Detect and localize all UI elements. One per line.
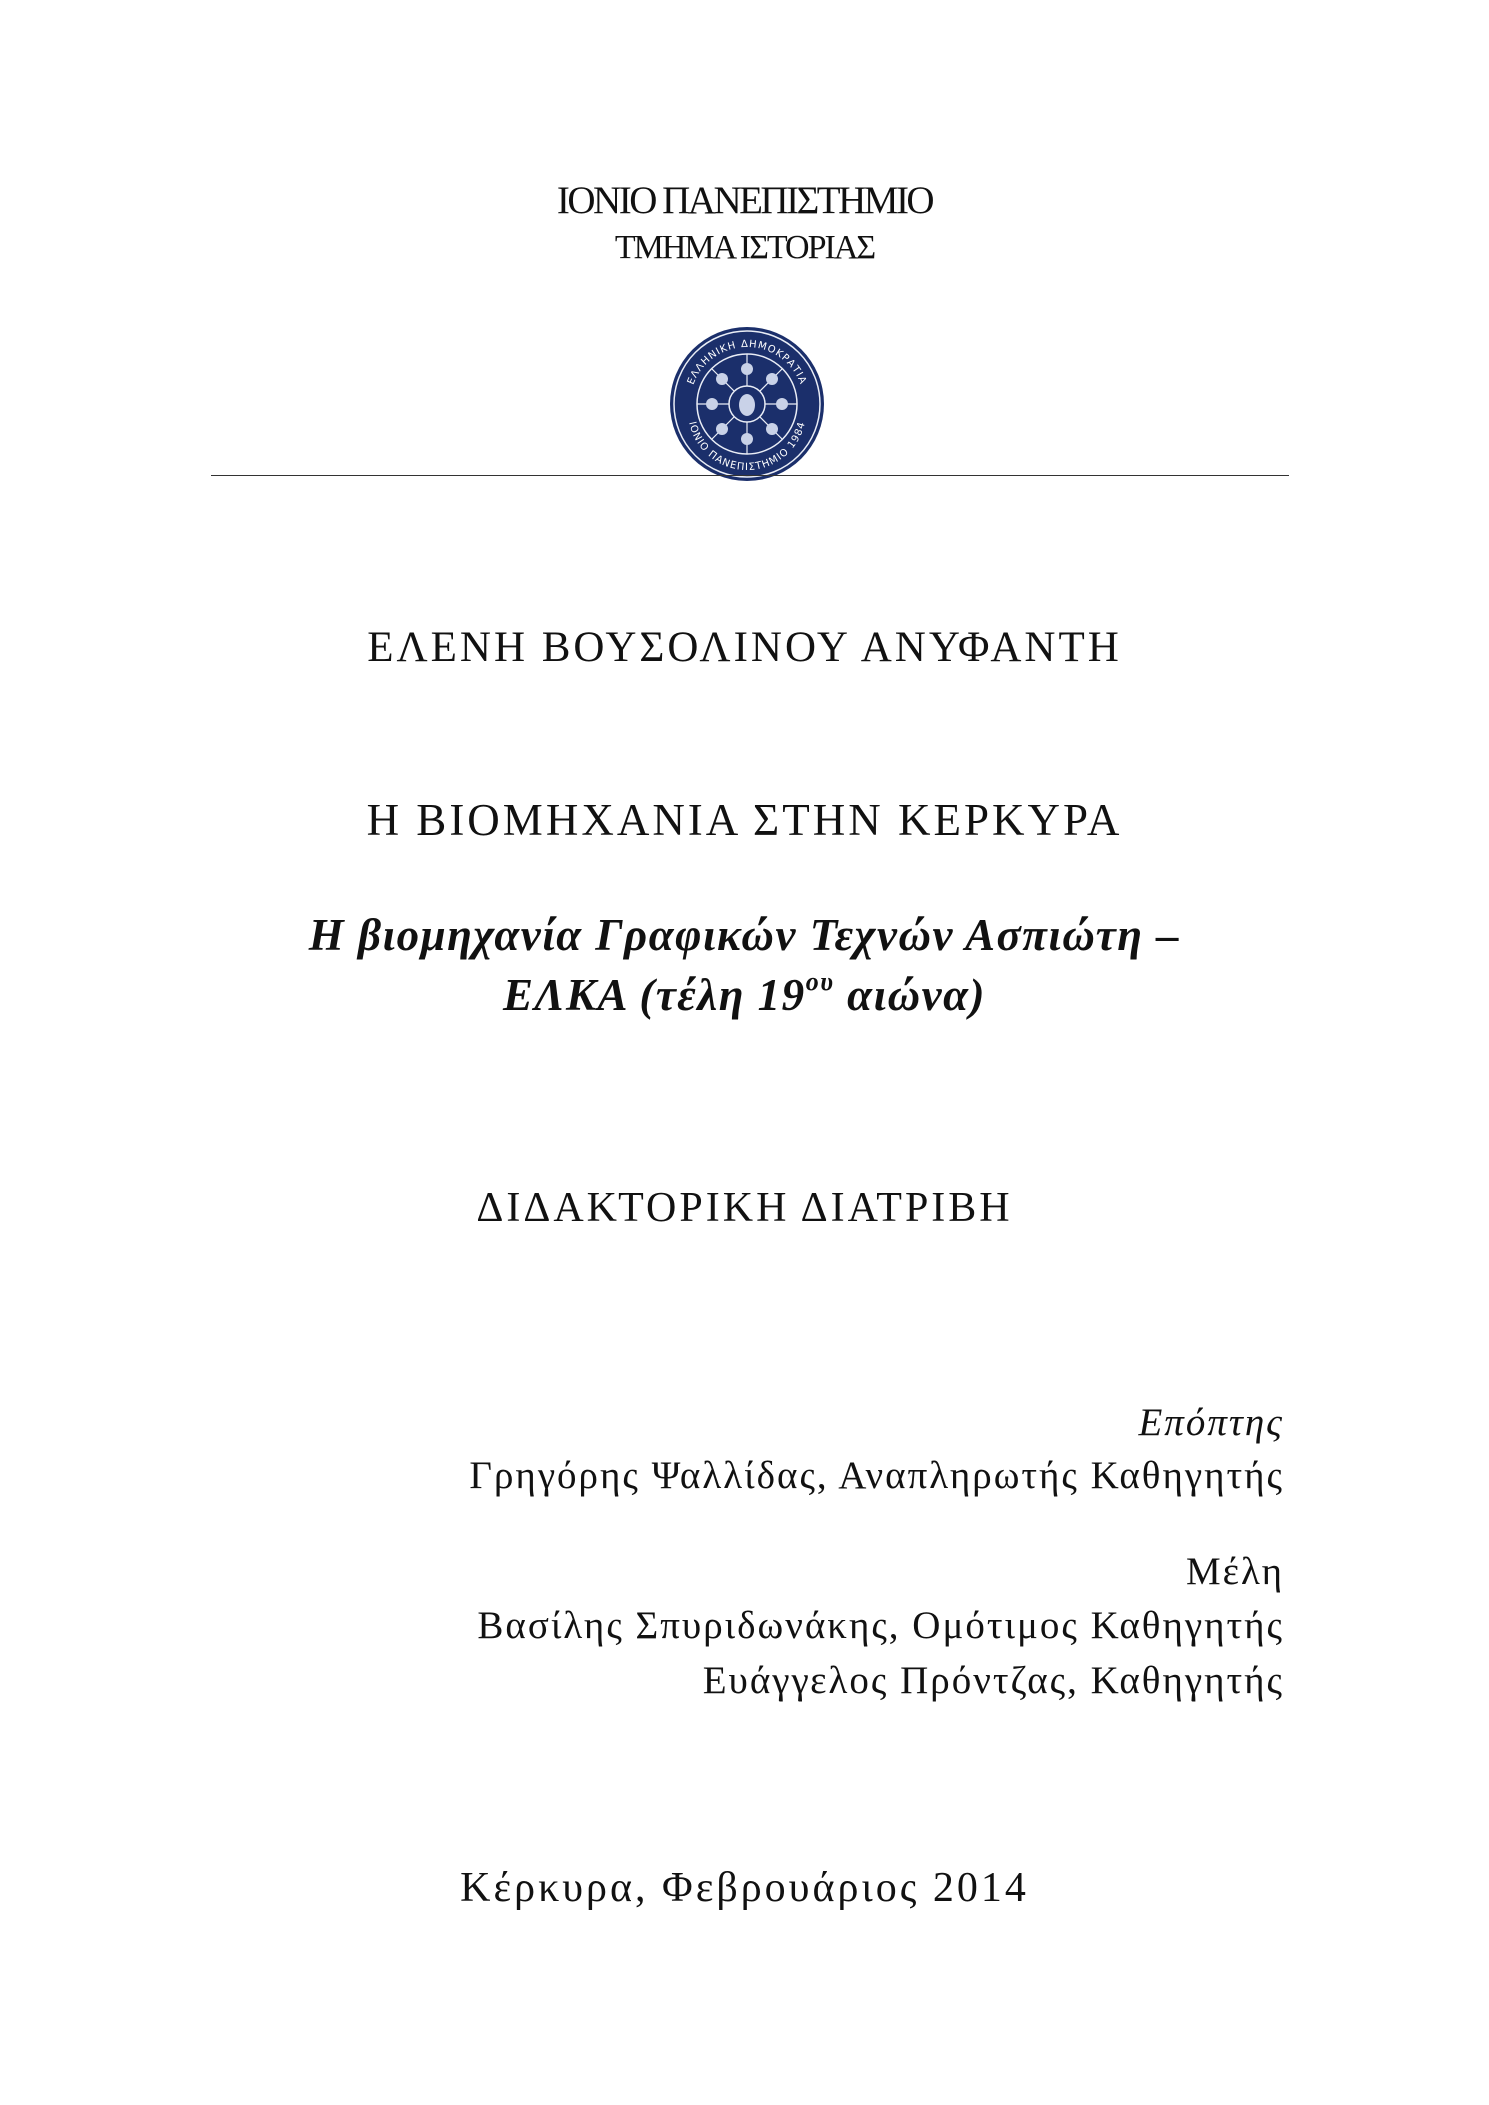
- header-divider: [211, 475, 1289, 476]
- thesis-subtitle: [0, 905, 1489, 1025]
- subtitle-line-2: [0, 965, 1489, 1025]
- seal-top-text: ΕΛΛΗΝΙΚΗ ΔΗΜΟΚΡΑΤΙΑ: [685, 338, 809, 387]
- subtitle-line-2-end: αιώνα): [834, 970, 986, 1020]
- thesis-title: Η ΒΙΟΜΗΧΑΝΙΑ ΣΤΗΝ ΚΕΡΚΥΡΑ: [366, 795, 1123, 845]
- subtitle-line-1: Η βιομηχανία Γραφικών Τεχνών Ασπιώτη –: [308, 910, 1181, 960]
- department-name: ΤΜΗΜΑ ΙΣΤΟΡΙΑΣ: [614, 229, 875, 266]
- members-label: Μέλη: [1185, 1550, 1284, 1593]
- university-seal-icon: [668, 325, 826, 483]
- university-name: ΙΟΝΙΟ ΠΑΝΕΠΙΣΤΗΜΙΟ: [556, 179, 933, 222]
- committee-member: Ευάγγελος Πρόντζας, Καθηγητής: [702, 1659, 1284, 1702]
- author-name: ΕΛΕΝΗ ΒΟΥΣΟΛΙΝΟΥ ΑΝΥΦΑΝΤΗ: [367, 624, 1122, 671]
- supervisor-name: Γρηγόρης Ψαλλίδας, Αναπληρωτής Καθηγητής: [469, 1454, 1284, 1497]
- supervisor-label: Επόπτης: [1138, 1401, 1284, 1444]
- place-and-date: Κέρκυρα, Φεβρουάριος 2014: [460, 1865, 1029, 1911]
- seal-bottom-text: ΙΟΝΙΟ ΠΑΝΕΠΙΣΤΗΜΙΟ 1984: [686, 420, 808, 474]
- document-type: ΔΙΔΑΚΤΟΡΙΚΗ ΔΙΑΤΡΙΒΗ: [476, 1185, 1013, 1231]
- subtitle-line-2-start: ΕΛΚΑ (τέλη 19: [503, 970, 806, 1020]
- committee-member: Βασίλης Σπυριδωνάκης, Ομότιμος Καθηγητής: [477, 1604, 1284, 1647]
- subtitle-ordinal: ου: [805, 967, 835, 996]
